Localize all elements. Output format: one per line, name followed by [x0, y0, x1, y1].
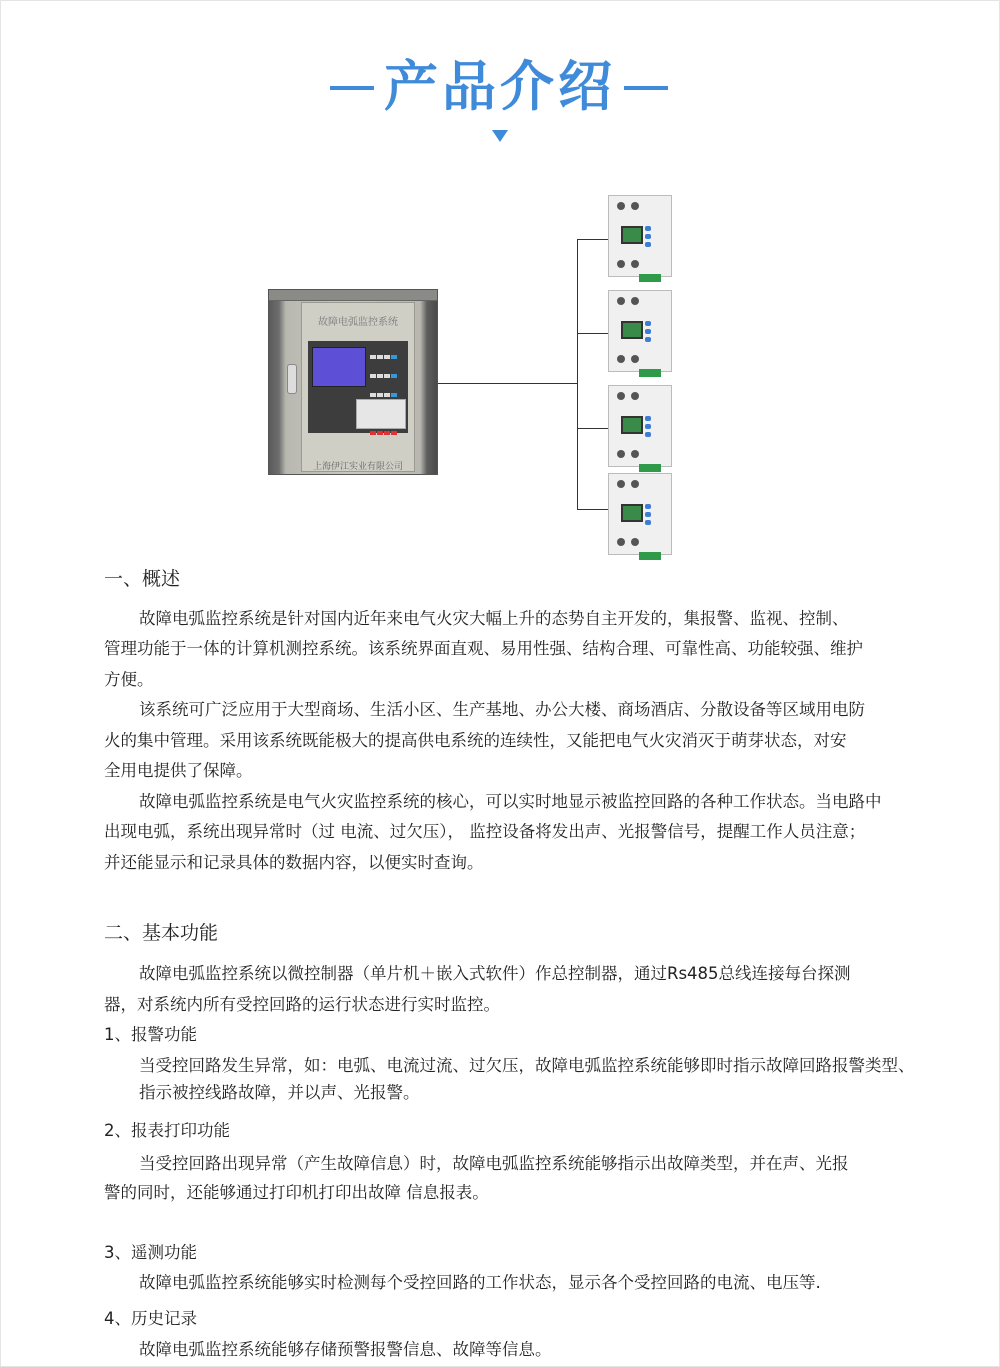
section-heading-functions: 二、基本功能	[104, 922, 219, 944]
detector-module	[608, 473, 672, 555]
paragraph-line: 全用电提供了保障。	[104, 761, 253, 780]
paragraph-line: 该系统可广泛应用于大型商场、生活小区、生产基地、办公大楼、商场酒店、分散设备等区域用电防	[139, 700, 865, 719]
page-title: 产品介绍	[384, 55, 616, 118]
paragraph-line: 故障电弧监控系统以微控制器（单片机＋嵌入式软件）作总控制器，通过Rs485总线连接每台探测	[139, 964, 851, 983]
detector-module	[608, 385, 672, 467]
control-cabinet-image	[268, 289, 438, 475]
paragraph-line: 故障电弧监控系统是电气火灾监控系统的核心，可以实时地显示被监控回路的各种工作状态。当电路中	[139, 792, 882, 811]
cabinet-printer	[356, 399, 406, 429]
feature-title-history: 4、历史记录	[104, 1309, 197, 1328]
down-arrow-icon	[492, 130, 508, 142]
wire-branch-4	[577, 509, 609, 510]
section-heading-overview: 一、概述	[104, 568, 181, 590]
paragraph-line: 当受控回路发生异常，如：电弧、电流过流、过欠压，故障电弧监控系统能够即时指示故障回路报警类型、	[139, 1056, 915, 1075]
detector-module	[608, 290, 672, 372]
wire-branch-3	[577, 428, 609, 429]
paragraph-line: 方便。	[104, 670, 154, 689]
wire-branch-1	[577, 239, 609, 240]
title-left-dash	[330, 86, 374, 90]
cabinet-door	[301, 302, 415, 472]
paragraph-line: 故障电弧监控系统能够实时检测每个受控回路的工作状态，显示各个受控回路的电流、电压等.	[139, 1273, 821, 1292]
paragraph-line: 警的同时，还能够通过打印机打印出故障 信息报表。	[104, 1183, 489, 1202]
paragraph-line: 并还能显示和记录具体的数据内容，以便实时查询。	[104, 853, 484, 872]
wire-main	[438, 383, 577, 384]
paragraph-line: 故障电弧监控系统是针对国内近年来电气火灾大幅上升的态势自主开发的，集报警、监视、控制、	[139, 609, 849, 628]
wire-bus	[577, 239, 578, 509]
feature-title-alarm: 1、报警功能	[104, 1025, 197, 1044]
paragraph-line: 出现电弧，系统出现异常时（过 电流、过欠压）， 监控设备将发出声、光报警信号，提醒工作人员注意；	[104, 822, 866, 841]
paragraph-line: 故障电弧监控系统能够存储预警报警信息、故障等信息。	[139, 1340, 552, 1359]
feature-title-telemetry: 3、遥测功能	[104, 1243, 197, 1262]
title-row	[0, 52, 1000, 122]
wire-branch-2	[577, 333, 609, 334]
title-right-dash	[624, 86, 668, 90]
paragraph-line: 指示被控线路故障，并以声、光报警。	[139, 1083, 420, 1102]
cabinet-screen	[312, 347, 366, 387]
cabinet-company: 上海伊江实业有限公司	[312, 462, 403, 472]
cabinet-panel	[308, 341, 408, 433]
feature-title-print: 2、报表打印功能	[104, 1121, 230, 1140]
cabinet-title: 故障电弧监控系统	[318, 317, 398, 328]
cabinet-handle	[287, 364, 297, 394]
paragraph-line: 器，对系统内所有受控回路的运行状态进行实时监控。	[104, 995, 500, 1014]
paragraph-line: 火的集中管理。采用该系统既能极大的提高供电系统的连续性，又能把电气火灾消灭于萌芽状态，对安	[104, 731, 847, 750]
detector-module	[608, 195, 672, 277]
cabinet-top	[269, 290, 437, 301]
paragraph-line: 管理功能于一体的计算机测控系统。该系统界面直观、易用性强、结构合理、可靠性高、功能较强、维护	[104, 639, 863, 658]
paragraph-line: 当受控回路出现异常（产生故障信息）时，故障电弧监控系统能够指示出故障类型，并在声、光报	[139, 1154, 849, 1173]
